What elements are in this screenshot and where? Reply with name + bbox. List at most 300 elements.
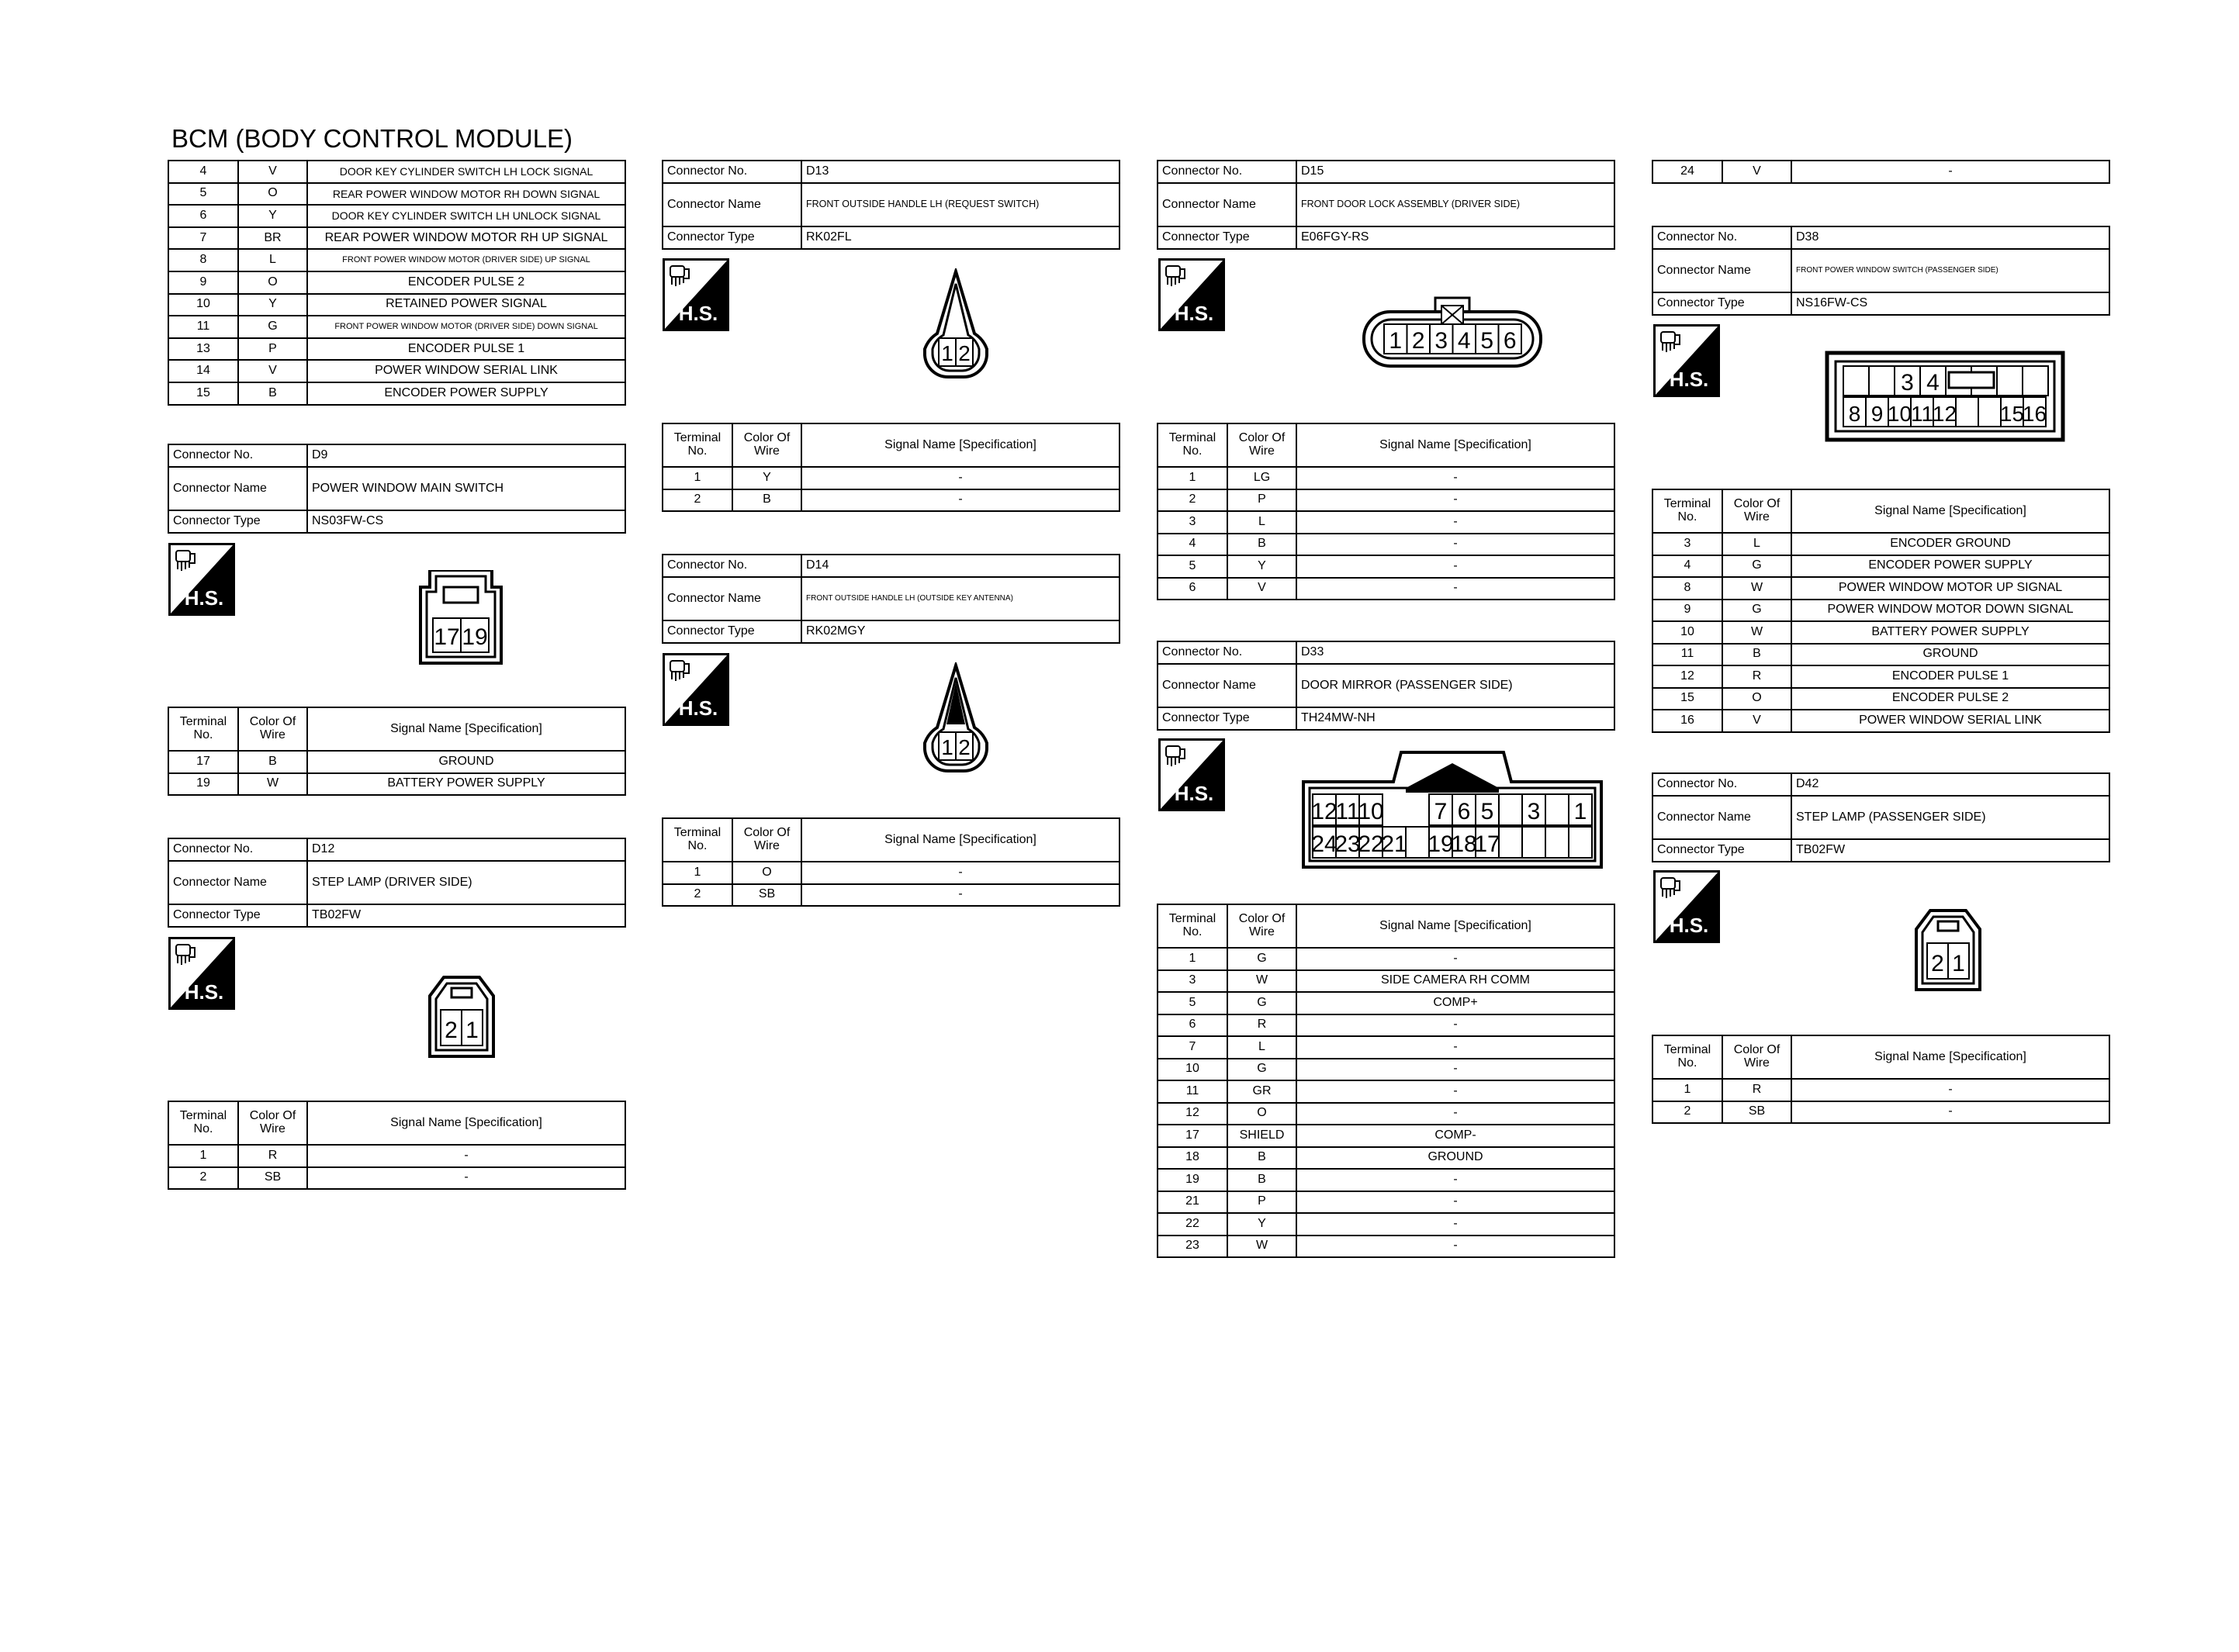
wire-color: R bbox=[1722, 665, 1791, 688]
terminal-no: 3 bbox=[1158, 970, 1227, 993]
signal-name: - bbox=[801, 884, 1120, 907]
pin-label: 2 bbox=[1931, 951, 1944, 976]
wire-color: P bbox=[1227, 489, 1296, 512]
terminal-no: 24 bbox=[1652, 161, 1722, 183]
connector-diagram-d14 bbox=[915, 662, 996, 774]
wire-color: G bbox=[1227, 992, 1296, 1014]
wire-color: P bbox=[1227, 1191, 1296, 1214]
signal-name: ENCODER PULSE 2 bbox=[307, 271, 625, 294]
signal-name: - bbox=[1296, 534, 1614, 556]
table-row bbox=[1652, 621, 2109, 644]
pin-label: 4 bbox=[1926, 370, 1940, 396]
table-row bbox=[1158, 1147, 1614, 1170]
connector-info-d33 bbox=[1157, 641, 1615, 731]
wire-color: W bbox=[1227, 970, 1296, 993]
signal-name: GROUND bbox=[307, 751, 625, 773]
pin-label: 18 bbox=[1451, 831, 1477, 857]
wire-color: V bbox=[1722, 710, 1791, 732]
table-row bbox=[168, 1145, 625, 1167]
terminal-no: 5 bbox=[1158, 992, 1227, 1014]
wire-color: W bbox=[1227, 1236, 1296, 1258]
pin-label: 4 bbox=[1457, 328, 1471, 354]
signal-name: ENCODER POWER SUPPLY bbox=[1791, 555, 2109, 578]
terminal-no: 1 bbox=[663, 862, 732, 884]
connector-name-label: Connector Name bbox=[663, 577, 801, 620]
signal-name: - bbox=[1296, 1191, 1614, 1214]
terminal-table-d38 bbox=[1652, 489, 2110, 733]
table-row bbox=[1158, 489, 1614, 512]
table-row bbox=[1158, 1236, 1614, 1258]
signal-name: POWER WINDOW SERIAL LINK bbox=[307, 360, 625, 382]
connector-diagram-d42 bbox=[1913, 909, 1983, 991]
pin-label: 10 bbox=[1887, 402, 1912, 426]
table-row bbox=[1158, 1080, 1614, 1103]
signal-name: - bbox=[1296, 489, 1614, 512]
terminal-table-d33-continued bbox=[1652, 160, 2110, 184]
signal-name: REAR POWER WINDOW MOTOR RH UP SIGNAL bbox=[307, 227, 625, 250]
connector-name-value: STEP LAMP (DRIVER SIDE) bbox=[307, 861, 625, 904]
signal-name: COMP- bbox=[1296, 1125, 1614, 1147]
terminal-table-d33 bbox=[1157, 904, 1615, 1258]
connector-no-label: Connector No. bbox=[1158, 641, 1296, 664]
wire-color: V bbox=[1227, 578, 1296, 600]
terminal-no: 17 bbox=[168, 751, 238, 773]
signal-name: - bbox=[801, 862, 1120, 884]
terminal-no: 1 bbox=[1158, 948, 1227, 970]
signal-name: GROUND bbox=[1296, 1147, 1614, 1170]
table-row bbox=[1158, 1213, 1614, 1236]
connector-no-label: Connector No. bbox=[1158, 161, 1296, 183]
connector-no-value: D9 bbox=[307, 444, 625, 467]
wire-color: SB bbox=[238, 1167, 307, 1190]
terminal-no: 3 bbox=[1158, 511, 1227, 534]
wire-color: Y bbox=[238, 205, 307, 227]
wire-color: W bbox=[1722, 621, 1791, 644]
connector-name-label: Connector Name bbox=[168, 467, 307, 510]
connector-name-value: DOOR MIRROR (PASSENGER SIDE) bbox=[1296, 664, 1614, 707]
pin-label: 24 bbox=[1311, 831, 1338, 857]
pin-label: 11 bbox=[1910, 402, 1934, 426]
connector-type-label: Connector Type bbox=[1652, 839, 1791, 862]
harness-side-icon bbox=[1653, 870, 1720, 943]
wire-color: SB bbox=[1722, 1101, 1791, 1124]
connector-name-label: Connector Name bbox=[1158, 664, 1296, 707]
connector-info-d15 bbox=[1157, 160, 1615, 250]
table-row bbox=[1158, 1169, 1614, 1191]
connector-name-label: Connector Name bbox=[663, 183, 801, 226]
signal-name-header: Signal Name [Specification] bbox=[801, 423, 1120, 467]
signal-name-header: Signal Name [Specification] bbox=[1791, 489, 2109, 533]
terminal-no: 16 bbox=[1652, 710, 1722, 732]
terminal-no: 1 bbox=[1652, 1079, 1722, 1101]
connector-diagram-d33 bbox=[1300, 749, 1604, 870]
table-row bbox=[1652, 710, 2109, 732]
table-row bbox=[168, 271, 625, 294]
connector-no-value: D33 bbox=[1296, 641, 1614, 664]
table-row bbox=[1652, 555, 2109, 578]
connector-name-label: Connector Name bbox=[1158, 183, 1296, 226]
terminal-no: 22 bbox=[1158, 1213, 1227, 1236]
terminal-no: 1 bbox=[663, 467, 732, 489]
wire-color: B bbox=[238, 751, 307, 773]
signal-name-header: Signal Name [Specification] bbox=[307, 1101, 625, 1145]
signal-name: ENCODER GROUND bbox=[1791, 533, 2109, 555]
table-row bbox=[168, 751, 625, 773]
table-row bbox=[168, 1167, 625, 1190]
terminal-no: 10 bbox=[1158, 1059, 1227, 1081]
wire-color: Y bbox=[1227, 555, 1296, 578]
connector-diagram-d15 bbox=[1361, 295, 1544, 369]
connector-name-value: POWER WINDOW MAIN SWITCH bbox=[307, 467, 625, 510]
hs-label: H.S. bbox=[1669, 914, 1709, 937]
connector-type-label: Connector Type bbox=[663, 620, 801, 643]
page-title: BCM (BODY CONTROL MODULE) bbox=[171, 124, 573, 153]
signal-name-header: Signal Name [Specification] bbox=[1296, 904, 1614, 948]
harness-side-icon bbox=[1158, 258, 1225, 331]
signal-name-header: Signal Name [Specification] bbox=[801, 818, 1120, 862]
signal-name: SIDE CAMERA RH COMM bbox=[1296, 970, 1614, 993]
table-row bbox=[168, 205, 625, 227]
connector-info-d12 bbox=[168, 838, 626, 928]
signal-name: DOOR KEY CYLINDER SWITCH LH UNLOCK SIGNAL bbox=[307, 205, 625, 227]
connector-info-d14 bbox=[662, 554, 1120, 644]
wire-color: SB bbox=[732, 884, 801, 907]
wire-color: O bbox=[238, 183, 307, 206]
wire-color: G bbox=[238, 316, 307, 338]
table-row bbox=[1652, 533, 2109, 555]
table-row bbox=[1158, 970, 1614, 993]
wire-color: Y bbox=[732, 467, 801, 489]
signal-name: COMP+ bbox=[1296, 992, 1614, 1014]
signal-name: - bbox=[1296, 467, 1614, 489]
pin-label: 3 bbox=[1527, 799, 1541, 824]
pin-label: 6 bbox=[1457, 799, 1471, 824]
signal-name: RETAINED POWER SIGNAL bbox=[307, 294, 625, 316]
pin-label: 17 bbox=[1474, 831, 1500, 857]
table-row bbox=[1158, 948, 1614, 970]
wire-color: SHIELD bbox=[1227, 1125, 1296, 1147]
hs-label: H.S. bbox=[678, 696, 718, 720]
wire-color: O bbox=[1722, 688, 1791, 710]
signal-name-header: Signal Name [Specification] bbox=[307, 707, 625, 751]
wire-color: O bbox=[732, 862, 801, 884]
terminal-no: 5 bbox=[168, 183, 238, 206]
wire-color: L bbox=[1227, 511, 1296, 534]
wire-color-header: Color Of Wire bbox=[732, 818, 801, 862]
connector-type-value: TH24MW-NH bbox=[1296, 707, 1614, 730]
terminal-no: 12 bbox=[1652, 665, 1722, 688]
hs-label: H.S. bbox=[184, 586, 224, 610]
terminal-no: 6 bbox=[1158, 1014, 1227, 1037]
signal-name: - bbox=[1296, 1236, 1614, 1258]
wire-color-header: Color Of Wire bbox=[1722, 489, 1791, 533]
table-row bbox=[168, 227, 625, 250]
signal-name: BATTERY POWER SUPPLY bbox=[1791, 621, 2109, 644]
hs-label: H.S. bbox=[1174, 302, 1214, 325]
pin-label: 8 bbox=[1848, 402, 1861, 426]
wire-color: G bbox=[1227, 1059, 1296, 1081]
wire-color: B bbox=[238, 382, 307, 405]
terminal-no: 4 bbox=[1652, 555, 1722, 578]
terminal-no: 14 bbox=[168, 360, 238, 382]
hs-label: H.S. bbox=[1669, 368, 1709, 391]
terminal-table-d15 bbox=[1157, 423, 1615, 600]
signal-name: REAR POWER WINDOW MOTOR RH DOWN SIGNAL bbox=[307, 183, 625, 206]
signal-name: - bbox=[1296, 1080, 1614, 1103]
signal-name: ENCODER PULSE 1 bbox=[307, 338, 625, 361]
terminal-no: 6 bbox=[1158, 578, 1227, 600]
connector-no-value: D15 bbox=[1296, 161, 1614, 183]
connector-name-value: FRONT POWER WINDOW SWITCH (PASSENGER SIDE) bbox=[1791, 249, 2109, 292]
table-row bbox=[1158, 1014, 1614, 1037]
signal-name: ENCODER PULSE 2 bbox=[1791, 688, 2109, 710]
pin-label: 22 bbox=[1358, 831, 1384, 857]
terminal-no-header: Terminal No. bbox=[168, 1101, 238, 1145]
wire-color: B bbox=[1227, 1169, 1296, 1191]
signal-name: - bbox=[307, 1145, 625, 1167]
connector-no-label: Connector No. bbox=[168, 838, 307, 861]
table-row bbox=[168, 773, 625, 796]
connector-diagram-d12 bbox=[427, 976, 497, 1058]
terminal-no: 6 bbox=[168, 205, 238, 227]
terminal-no: 3 bbox=[1652, 533, 1722, 555]
pin-label: 12 bbox=[1311, 799, 1338, 824]
terminal-no: 9 bbox=[1652, 600, 1722, 622]
connector-type-label: Connector Type bbox=[1652, 292, 1791, 315]
harness-side-icon bbox=[663, 653, 729, 726]
connector-no-value: D12 bbox=[307, 838, 625, 861]
wire-color: GR bbox=[1227, 1080, 1296, 1103]
signal-name-header: Signal Name [Specification] bbox=[1296, 423, 1614, 467]
terminal-no-header: Terminal No. bbox=[663, 423, 732, 467]
connector-name-label: Connector Name bbox=[168, 861, 307, 904]
wire-color: V bbox=[238, 161, 307, 183]
harness-side-icon bbox=[1653, 324, 1720, 397]
table-row bbox=[168, 183, 625, 206]
terminal-no: 4 bbox=[168, 161, 238, 183]
connector-diagram-d9 bbox=[414, 570, 507, 665]
pin-label: 5 bbox=[1480, 328, 1494, 354]
table-row bbox=[1652, 600, 2109, 622]
terminal-no: 2 bbox=[168, 1167, 238, 1190]
pin-label: 9 bbox=[1870, 402, 1884, 426]
table-row bbox=[1652, 161, 2109, 183]
terminal-no: 11 bbox=[168, 316, 238, 338]
wire-color-header: Color Of Wire bbox=[732, 423, 801, 467]
signal-name: - bbox=[1296, 511, 1614, 534]
wire-color: Y bbox=[238, 294, 307, 316]
signal-name: POWER WINDOW MOTOR DOWN SIGNAL bbox=[1791, 600, 2109, 622]
wire-color: P bbox=[238, 338, 307, 361]
table-row bbox=[1158, 555, 1614, 578]
wire-color: L bbox=[1227, 1036, 1296, 1059]
wire-color: W bbox=[1722, 577, 1791, 600]
signal-name: - bbox=[1791, 1079, 2109, 1101]
connector-type-label: Connector Type bbox=[663, 226, 801, 249]
connector-info-d42 bbox=[1652, 772, 2110, 862]
pin-label: 1 bbox=[1389, 328, 1403, 354]
signal-name-header: Signal Name [Specification] bbox=[1791, 1035, 2109, 1079]
connector-no-label: Connector No. bbox=[663, 161, 801, 183]
connector-name-label: Connector Name bbox=[1652, 249, 1791, 292]
connector-name-value: FRONT OUTSIDE HANDLE LH (REQUEST SWITCH) bbox=[801, 183, 1120, 226]
connector-type-value: E06FGY-RS bbox=[1296, 226, 1614, 249]
terminal-table-d9 bbox=[168, 707, 626, 796]
terminal-table-d13 bbox=[662, 423, 1120, 512]
terminal-no-header: Terminal No. bbox=[1652, 1035, 1722, 1079]
table-row bbox=[1158, 511, 1614, 534]
table-row bbox=[168, 360, 625, 382]
table-row bbox=[663, 489, 1120, 512]
terminal-no: 9 bbox=[168, 271, 238, 294]
terminal-no: 11 bbox=[1158, 1080, 1227, 1103]
terminal-table-d12 bbox=[168, 1101, 626, 1190]
terminal-no: 8 bbox=[168, 249, 238, 271]
terminal-no: 11 bbox=[1652, 644, 1722, 666]
pin-label: 11 bbox=[1335, 799, 1360, 824]
terminal-no: 2 bbox=[663, 489, 732, 512]
wire-color: B bbox=[732, 489, 801, 512]
pin-label: 2 bbox=[1411, 328, 1425, 354]
connector-type-value: NS03FW-CS bbox=[307, 510, 625, 533]
wire-color-header: Color Of Wire bbox=[1722, 1035, 1791, 1079]
pin-label: 23 bbox=[1334, 831, 1361, 857]
connector-no-label: Connector No. bbox=[1652, 226, 1791, 249]
terminal-no: 2 bbox=[1652, 1101, 1722, 1124]
connector-type-label: Connector Type bbox=[1158, 707, 1296, 730]
connector-no-value: D13 bbox=[801, 161, 1120, 183]
pin-label: 10 bbox=[1358, 799, 1384, 824]
table-row bbox=[1158, 992, 1614, 1014]
connector-diagram-d38 bbox=[1825, 351, 2065, 442]
signal-name: - bbox=[1791, 1101, 2109, 1124]
terminal-no: 10 bbox=[1652, 621, 1722, 644]
table-row bbox=[663, 862, 1120, 884]
signal-name: - bbox=[1296, 578, 1614, 600]
wire-color: G bbox=[1722, 600, 1791, 622]
terminal-table-d42 bbox=[1652, 1035, 2110, 1124]
signal-name: ENCODER POWER SUPPLY bbox=[307, 382, 625, 405]
pin-label: 1 bbox=[1573, 799, 1587, 824]
pin-label: 5 bbox=[1480, 799, 1494, 824]
connector-name-value: STEP LAMP (PASSENGER SIDE) bbox=[1791, 796, 2109, 839]
pin-label: 3 bbox=[1901, 370, 1914, 396]
signal-name: - bbox=[1296, 1036, 1614, 1059]
wire-color: R bbox=[238, 1145, 307, 1167]
table-row bbox=[168, 294, 625, 316]
table-row bbox=[1158, 1125, 1614, 1147]
connector-no-label: Connector No. bbox=[168, 444, 307, 467]
terminal-no: 1 bbox=[1158, 467, 1227, 489]
terminal-no-header: Terminal No. bbox=[168, 707, 238, 751]
signal-name: POWER WINDOW MOTOR UP SIGNAL bbox=[1791, 577, 2109, 600]
connector-type-value: TB02FW bbox=[307, 904, 625, 927]
terminal-no: 2 bbox=[1158, 489, 1227, 512]
signal-name: - bbox=[1296, 1014, 1614, 1037]
signal-name: GROUND bbox=[1791, 644, 2109, 666]
terminal-no: 19 bbox=[168, 773, 238, 796]
wire-color-header: Color Of Wire bbox=[1227, 904, 1296, 948]
table-row bbox=[1652, 1101, 2109, 1124]
pin-label: 1 bbox=[465, 1018, 479, 1043]
connector-diagram-d13 bbox=[915, 268, 996, 380]
table-row bbox=[1652, 644, 2109, 666]
terminal-no-header: Terminal No. bbox=[663, 818, 732, 862]
harness-side-icon bbox=[168, 937, 235, 1010]
pin-label: 2 bbox=[445, 1018, 458, 1043]
pin-label: 2 bbox=[958, 735, 971, 759]
terminal-no: 8 bbox=[1652, 577, 1722, 600]
terminal-no: 4 bbox=[1158, 534, 1227, 556]
signal-name: FRONT POWER WINDOW MOTOR (DRIVER SIDE) DOWN SIGNAL bbox=[307, 316, 625, 338]
signal-name: - bbox=[1296, 948, 1614, 970]
wire-color: LG bbox=[1227, 467, 1296, 489]
wire-color: Y bbox=[1227, 1213, 1296, 1236]
connector-type-label: Connector Type bbox=[168, 904, 307, 927]
signal-name: - bbox=[1296, 555, 1614, 578]
terminal-no: 17 bbox=[1158, 1125, 1227, 1147]
wire-color: B bbox=[1227, 534, 1296, 556]
table-row bbox=[1158, 1059, 1614, 1081]
pin-label: 1 bbox=[941, 341, 953, 365]
table-row bbox=[168, 161, 625, 183]
harness-side-icon bbox=[1158, 738, 1225, 811]
table-row bbox=[1158, 1103, 1614, 1125]
connector-type-value: RK02MGY bbox=[801, 620, 1120, 643]
terminal-no: 5 bbox=[1158, 555, 1227, 578]
pin-label: 19 bbox=[1427, 831, 1454, 857]
terminal-no: 15 bbox=[1652, 688, 1722, 710]
signal-name: - bbox=[801, 489, 1120, 512]
wire-color: V bbox=[238, 360, 307, 382]
pin-label: 15 bbox=[1999, 402, 2025, 426]
signal-name: ENCODER PULSE 1 bbox=[1791, 665, 2109, 688]
terminal-no: 15 bbox=[168, 382, 238, 405]
pin-label: 6 bbox=[1503, 328, 1517, 354]
pin-label: 1 bbox=[1952, 951, 1965, 976]
wire-color-header: Color Of Wire bbox=[238, 1101, 307, 1145]
signal-name: - bbox=[1791, 161, 2109, 183]
connector-no-value: D14 bbox=[801, 555, 1120, 577]
terminal-no: 18 bbox=[1158, 1147, 1227, 1170]
hs-label: H.S. bbox=[678, 302, 718, 325]
terminal-no: 1 bbox=[168, 1145, 238, 1167]
terminal-no-header: Terminal No. bbox=[1158, 423, 1227, 467]
table-row bbox=[168, 316, 625, 338]
bcm-terminal-table bbox=[168, 160, 626, 406]
table-row bbox=[1652, 577, 2109, 600]
signal-name: BATTERY POWER SUPPLY bbox=[307, 773, 625, 796]
pin-label: 3 bbox=[1434, 328, 1448, 354]
wire-color: L bbox=[238, 249, 307, 271]
terminal-no-header: Terminal No. bbox=[1158, 904, 1227, 948]
harness-side-icon bbox=[663, 258, 729, 331]
terminal-no: 19 bbox=[1158, 1169, 1227, 1191]
pin-label: 12 bbox=[1932, 402, 1957, 426]
wire-color: O bbox=[1227, 1103, 1296, 1125]
table-row bbox=[168, 382, 625, 405]
connector-type-value: NS16FW-CS bbox=[1791, 292, 2109, 315]
signal-name: - bbox=[1296, 1059, 1614, 1081]
terminal-no: 7 bbox=[168, 227, 238, 250]
connector-no-label: Connector No. bbox=[663, 555, 801, 577]
connector-name-value: FRONT DOOR LOCK ASSEMBLY (DRIVER SIDE) bbox=[1296, 183, 1614, 226]
signal-name: POWER WINDOW SERIAL LINK bbox=[1791, 710, 2109, 732]
signal-name: - bbox=[1296, 1169, 1614, 1191]
terminal-no: 21 bbox=[1158, 1191, 1227, 1214]
signal-name: DOOR KEY CYLINDER SWITCH LH LOCK SIGNAL bbox=[307, 161, 625, 183]
wire-color-header: Color Of Wire bbox=[238, 707, 307, 751]
